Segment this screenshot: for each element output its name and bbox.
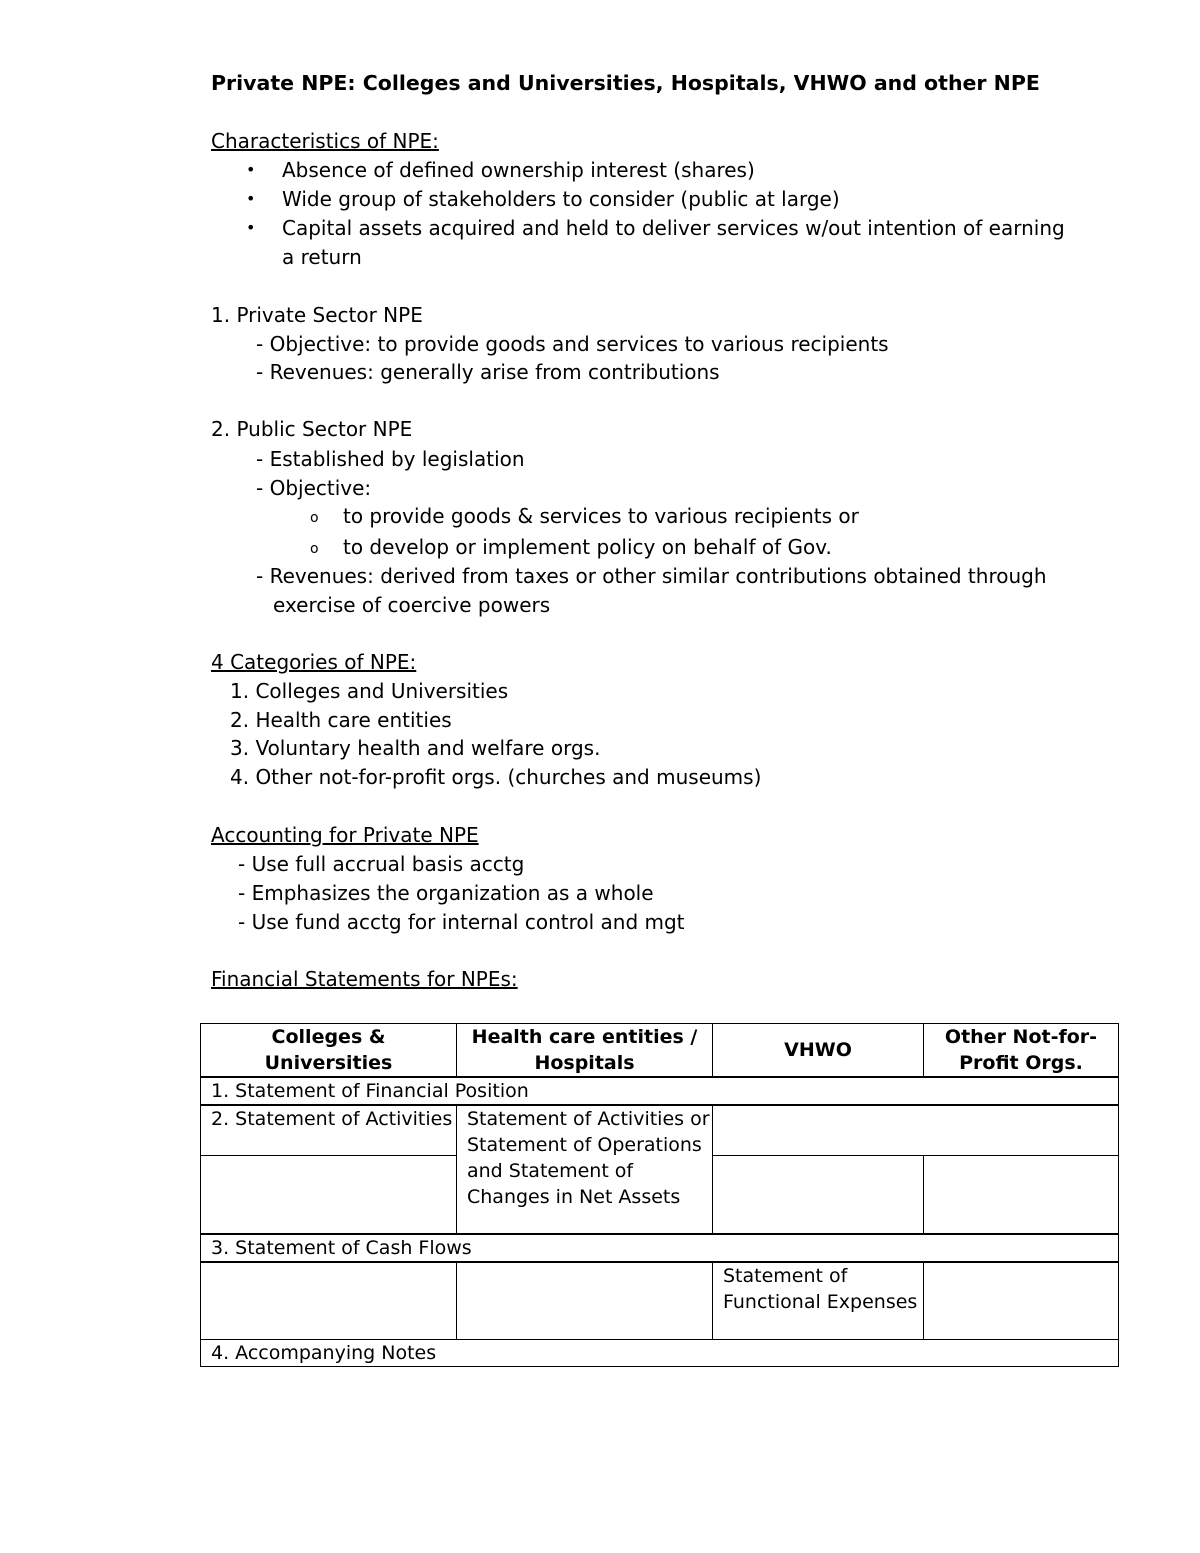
list-item-continuation: a return xyxy=(282,245,362,269)
table-row xyxy=(201,1339,1119,1366)
table-cell-empty xyxy=(457,1262,713,1339)
table-header-cell: Colleges & Universities xyxy=(201,1024,457,1078)
sub-list-item: to develop or implement policy on behalf of Gov. xyxy=(343,535,832,559)
table-row xyxy=(201,1077,1119,1105)
list-item: - Use fund acctg for internal control and mgt xyxy=(238,910,685,934)
table-cell: 1. Statement of Financial Position xyxy=(201,1077,1119,1105)
list-item: Absence of defined ownership interest (shares) xyxy=(282,158,755,182)
table-header-row xyxy=(201,1024,1119,1078)
table-header-cell: VHWO xyxy=(713,1024,924,1078)
private-sector-heading: 1. Private Sector NPE xyxy=(211,303,423,327)
list-item: - Objective: xyxy=(256,476,372,500)
bullet-icon: • xyxy=(246,218,256,237)
table-row xyxy=(201,1262,1119,1339)
public-sector-heading: 2. Public Sector NPE xyxy=(211,417,413,441)
list-item: - Established by legislation xyxy=(256,447,525,471)
table-header-cell: Health care entities / Hospitals xyxy=(457,1024,713,1078)
page-title: Private NPE: Colleges and Universities, Hospitals, VHWO and other NPE xyxy=(211,71,1040,95)
list-item: - Objective: to provide goods and services to various recipients xyxy=(256,332,889,356)
table-cell: 3. Statement of Cash Flows xyxy=(201,1234,1119,1262)
categories-heading: 4 Categories of NPE: xyxy=(211,650,417,674)
list-item-continuation: exercise of coercive powers xyxy=(273,593,551,617)
bullet-icon: • xyxy=(246,160,256,179)
table-cell-empty xyxy=(924,1262,1119,1339)
list-item: 2. Health care entities xyxy=(230,708,452,732)
table-cell-empty xyxy=(713,1155,924,1234)
table-cell: 4. Accompanying Notes xyxy=(201,1339,1119,1366)
table-cell: 2. Statement of Activities xyxy=(201,1105,457,1155)
sub-bullet-icon: o xyxy=(310,510,319,526)
list-item: 4. Other not-for-profit orgs. (churches and museums) xyxy=(230,765,762,789)
sub-list-item: to provide goods & services to various recipients or xyxy=(343,504,859,528)
table-cell-empty xyxy=(924,1155,1119,1234)
financial-statements-heading: Financial Statements for NPEs: xyxy=(211,967,518,991)
list-item: 3. Voluntary health and welfare orgs. xyxy=(230,736,601,760)
list-item: - Emphasizes the organization as a whole xyxy=(238,881,654,905)
characteristics-heading: Characteristics of NPE: xyxy=(211,129,439,153)
list-item: 1. Colleges and Universities xyxy=(230,679,509,703)
bullet-icon: • xyxy=(246,189,256,208)
table-row xyxy=(201,1105,1119,1155)
table-header-cell: Other Not-for-Profit Orgs. xyxy=(924,1024,1119,1078)
accounting-heading: Accounting for Private NPE xyxy=(211,823,479,847)
sub-bullet-icon: o xyxy=(310,541,319,557)
table-row xyxy=(201,1234,1119,1262)
table-cell-empty xyxy=(201,1155,457,1234)
table-cell: Statement of Activities or Statement of Operations and Statement of Changes in Net Assets xyxy=(457,1105,713,1234)
list-item: - Revenues: generally arise from contributions xyxy=(256,360,720,384)
financial-statements-table xyxy=(200,1023,1119,1367)
list-item: Capital assets acquired and held to deliver services w/out intention of earning xyxy=(282,216,1065,240)
list-item: - Use full accrual basis acctg xyxy=(238,852,525,876)
list-item: Wide group of stakeholders to consider (public at large) xyxy=(282,187,840,211)
table-cell-empty xyxy=(201,1262,457,1339)
table-cell: Statement of Functional Expenses xyxy=(713,1262,924,1339)
table-cell-empty xyxy=(713,1105,1119,1155)
list-item: - Revenues: derived from taxes or other similar contributions obtained through xyxy=(256,564,1047,588)
